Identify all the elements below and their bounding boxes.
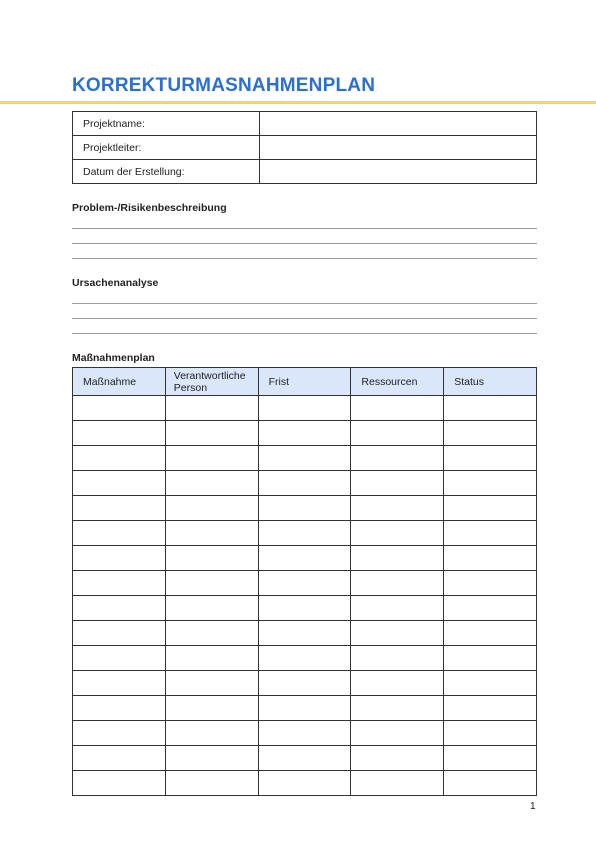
table-cell[interactable] xyxy=(444,396,537,421)
table-cell[interactable] xyxy=(165,421,258,446)
table-cell[interactable] xyxy=(73,396,166,421)
problem-writing-line[interactable] xyxy=(72,243,537,244)
table-cell[interactable] xyxy=(258,571,351,596)
document-title: KORREKTURMASNAHMENPLAN xyxy=(72,75,376,96)
cause-writing-line[interactable] xyxy=(72,333,537,334)
table-cell[interactable] xyxy=(258,496,351,521)
table-cell[interactable] xyxy=(258,396,351,421)
table-cell[interactable] xyxy=(444,521,537,546)
table-cell[interactable] xyxy=(258,671,351,696)
table-cell[interactable] xyxy=(165,571,258,596)
col-header-measure: Maßnahme xyxy=(73,368,166,396)
table-row xyxy=(73,696,537,721)
table-cell[interactable] xyxy=(351,746,444,771)
table-cell[interactable] xyxy=(351,496,444,521)
table-cell[interactable] xyxy=(165,596,258,621)
table-cell[interactable] xyxy=(351,446,444,471)
table-row xyxy=(73,596,537,621)
table-cell[interactable] xyxy=(444,546,537,571)
info-row-creation-date xyxy=(73,160,537,184)
table-row xyxy=(73,421,537,446)
col-header-status: Status xyxy=(444,368,537,396)
table-cell[interactable] xyxy=(165,496,258,521)
table-cell[interactable] xyxy=(165,471,258,496)
action-plan-body xyxy=(73,396,537,796)
table-cell[interactable] xyxy=(165,671,258,696)
col-header-resources: Ressourcen xyxy=(351,368,444,396)
project-info-table xyxy=(72,111,537,184)
table-cell[interactable] xyxy=(165,521,258,546)
table-cell[interactable] xyxy=(73,696,166,721)
table-cell[interactable] xyxy=(351,471,444,496)
project-name-label: Projektname: xyxy=(73,112,260,136)
table-cell[interactable] xyxy=(444,421,537,446)
table-cell[interactable] xyxy=(444,721,537,746)
table-cell[interactable] xyxy=(444,446,537,471)
table-row xyxy=(73,546,537,571)
table-cell[interactable] xyxy=(73,771,166,796)
col-header-responsible: Verantwortliche Person xyxy=(165,368,258,396)
table-cell[interactable] xyxy=(258,446,351,471)
cause-writing-line[interactable] xyxy=(72,303,537,304)
table-row xyxy=(73,746,537,771)
title-accent-rule xyxy=(0,101,596,104)
table-cell[interactable] xyxy=(73,671,166,696)
problem-writing-line[interactable] xyxy=(72,228,537,229)
table-cell[interactable] xyxy=(165,771,258,796)
table-cell[interactable] xyxy=(351,546,444,571)
table-row xyxy=(73,721,537,746)
table-row xyxy=(73,771,537,796)
table-cell[interactable] xyxy=(444,646,537,671)
table-cell[interactable] xyxy=(351,671,444,696)
table-cell[interactable] xyxy=(73,596,166,621)
table-cell[interactable] xyxy=(73,621,166,646)
table-row xyxy=(73,471,537,496)
project-lead-field[interactable] xyxy=(260,136,537,160)
table-cell[interactable] xyxy=(351,646,444,671)
table-cell[interactable] xyxy=(444,671,537,696)
creation-date-field[interactable] xyxy=(260,160,537,184)
table-cell[interactable] xyxy=(165,546,258,571)
col-header-deadline: Frist xyxy=(258,368,351,396)
table-row xyxy=(73,671,537,696)
project-name-field[interactable] xyxy=(260,112,537,136)
table-cell[interactable] xyxy=(351,696,444,721)
info-row-project-name xyxy=(73,112,537,136)
table-cell[interactable] xyxy=(73,746,166,771)
info-row-project-lead xyxy=(73,136,537,160)
table-cell[interactable] xyxy=(258,771,351,796)
table-cell[interactable] xyxy=(73,646,166,671)
page-number: 1 xyxy=(530,801,536,812)
table-cell[interactable] xyxy=(73,721,166,746)
table-header-row xyxy=(73,368,537,396)
table-cell[interactable] xyxy=(351,596,444,621)
table-cell[interactable] xyxy=(351,771,444,796)
table-row xyxy=(73,521,537,546)
cause-section-heading: Ursachenanalyse xyxy=(72,277,159,289)
table-cell[interactable] xyxy=(351,396,444,421)
table-cell[interactable] xyxy=(165,696,258,721)
table-cell[interactable] xyxy=(73,496,166,521)
table-cell[interactable] xyxy=(165,746,258,771)
table-cell[interactable] xyxy=(165,621,258,646)
table-cell[interactable] xyxy=(165,721,258,746)
table-cell[interactable] xyxy=(351,421,444,446)
table-cell[interactable] xyxy=(444,596,537,621)
table-cell[interactable] xyxy=(444,621,537,646)
table-cell[interactable] xyxy=(73,446,166,471)
problem-section-heading: Problem-/Risikenbeschreibung xyxy=(72,202,227,214)
table-cell[interactable] xyxy=(73,521,166,546)
table-cell[interactable] xyxy=(73,421,166,446)
table-cell[interactable] xyxy=(258,596,351,621)
table-row xyxy=(73,621,537,646)
creation-date-label: Datum der Erstellung: xyxy=(73,160,260,184)
table-cell[interactable] xyxy=(258,471,351,496)
action-plan-table xyxy=(72,367,537,796)
plan-section-heading: Maßnahmenplan xyxy=(72,352,155,364)
table-row xyxy=(73,496,537,521)
table-cell[interactable] xyxy=(351,721,444,746)
table-cell[interactable] xyxy=(258,546,351,571)
project-lead-label: Projektleiter: xyxy=(73,136,260,160)
table-cell[interactable] xyxy=(73,571,166,596)
table-row xyxy=(73,646,537,671)
table-cell[interactable] xyxy=(165,396,258,421)
table-row xyxy=(73,446,537,471)
table-cell[interactable] xyxy=(258,696,351,721)
table-cell[interactable] xyxy=(351,521,444,546)
table-cell[interactable] xyxy=(444,471,537,496)
table-row xyxy=(73,571,537,596)
problem-writing-line[interactable] xyxy=(72,258,537,259)
cause-writing-line[interactable] xyxy=(72,318,537,319)
table-cell[interactable] xyxy=(444,771,537,796)
table-cell[interactable] xyxy=(444,496,537,521)
table-cell[interactable] xyxy=(165,446,258,471)
table-cell[interactable] xyxy=(258,621,351,646)
table-cell[interactable] xyxy=(444,696,537,721)
table-cell[interactable] xyxy=(258,521,351,546)
table-cell[interactable] xyxy=(351,571,444,596)
table-cell[interactable] xyxy=(258,646,351,671)
table-cell[interactable] xyxy=(73,471,166,496)
table-cell[interactable] xyxy=(258,421,351,446)
table-cell[interactable] xyxy=(444,571,537,596)
table-cell[interactable] xyxy=(258,746,351,771)
table-row xyxy=(73,396,537,421)
table-cell[interactable] xyxy=(258,721,351,746)
table-cell[interactable] xyxy=(444,746,537,771)
table-cell[interactable] xyxy=(351,621,444,646)
table-cell[interactable] xyxy=(165,646,258,671)
table-cell[interactable] xyxy=(73,546,166,571)
